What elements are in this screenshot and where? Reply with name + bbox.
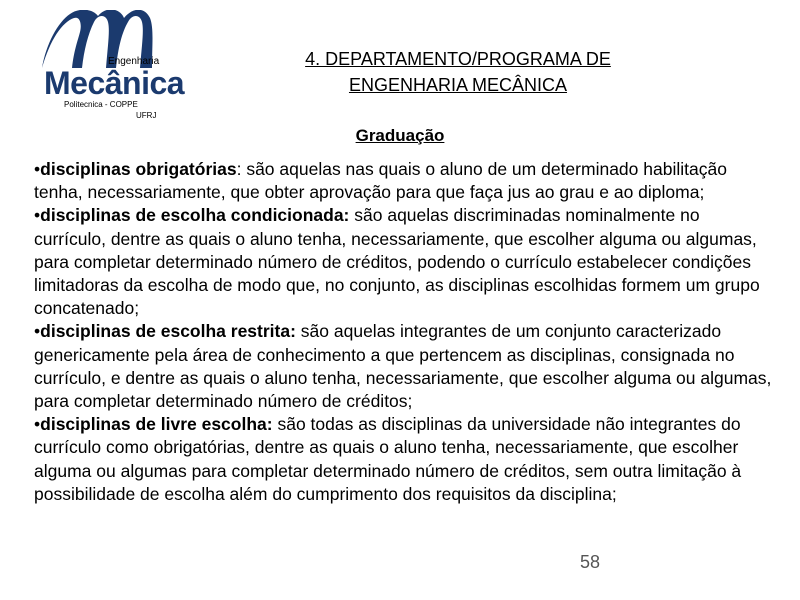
page-title-line2: ENGENHARIA MECÂNICA <box>348 75 568 95</box>
bullet-icon: • <box>34 414 41 435</box>
list-item-escolha-restrita <box>34 320 774 413</box>
term-description: : são aquelas nas quais o aluno de um determinado habilitação tenha, necessariamente, que obter aprovação para que faça jus ao grau e ao diploma; <box>34 159 727 203</box>
logo-ufrj-text: UFRJ <box>136 111 157 120</box>
bullet-icon: • <box>34 321 41 342</box>
list-item-obrigatorias <box>34 158 774 204</box>
section-subtitle: Graduação <box>355 126 445 145</box>
term-description: são aquelas discriminadas nominalmente no currículo, dentre as quais o aluno tenha, necessariamente, que escolher alguma ou algumas, para completar determinado número de créditos, podendo o currículo estabelecer condições limitadoras da escolha de modo que, no conjunto, as disciplinas escolhidas formem um grupo concatenado; <box>34 205 760 319</box>
logo-mecanica-text: Mecânica <box>44 65 185 101</box>
list-item-escolha-condicionada <box>34 204 774 320</box>
bullet-icon: • <box>34 159 41 179</box>
term-description: são aquelas integrantes de um conjunto caracterizado genericamente pela área de conhecimento a que pertencem as disciplinas, consignada no currículo, e dentre as quais o aluno tenha, necessariamente, que escolher alguma ou algumas, para completar determinado número de créditos; <box>34 321 772 412</box>
definitions-list <box>34 158 774 506</box>
term-label: disciplinas de escolha restrita: <box>40 321 296 342</box>
bullet-icon: • <box>34 205 41 226</box>
term-label: disciplinas de livre escolha: <box>40 414 273 435</box>
term-label: disciplinas de escolha condicionada: <box>40 205 350 226</box>
department-logo <box>40 10 185 122</box>
list-item-livre-escolha <box>34 413 774 506</box>
page-title <box>200 46 716 98</box>
term-description: são todas as disciplinas da universidade não integrantes do currículo como obrigatórias, dentre as quais o aluno tenha, necessariamente, que escolher alguma ou algumas para completar determinado número de créditos, sem outra limitação à possibilidade de escolha além do cumprimento dos requisitos da disciplina; <box>34 414 742 504</box>
logo-politecnica-text: Politecnica - COPPE <box>64 100 138 109</box>
term-label: disciplinas obrigatórias <box>40 159 237 179</box>
page-title-line1: 4. DEPARTAMENTO/PROGRAMA DE <box>305 49 611 69</box>
page-number: 58 <box>580 552 601 572</box>
logo-engenharia-text: Engenharia <box>108 56 160 67</box>
